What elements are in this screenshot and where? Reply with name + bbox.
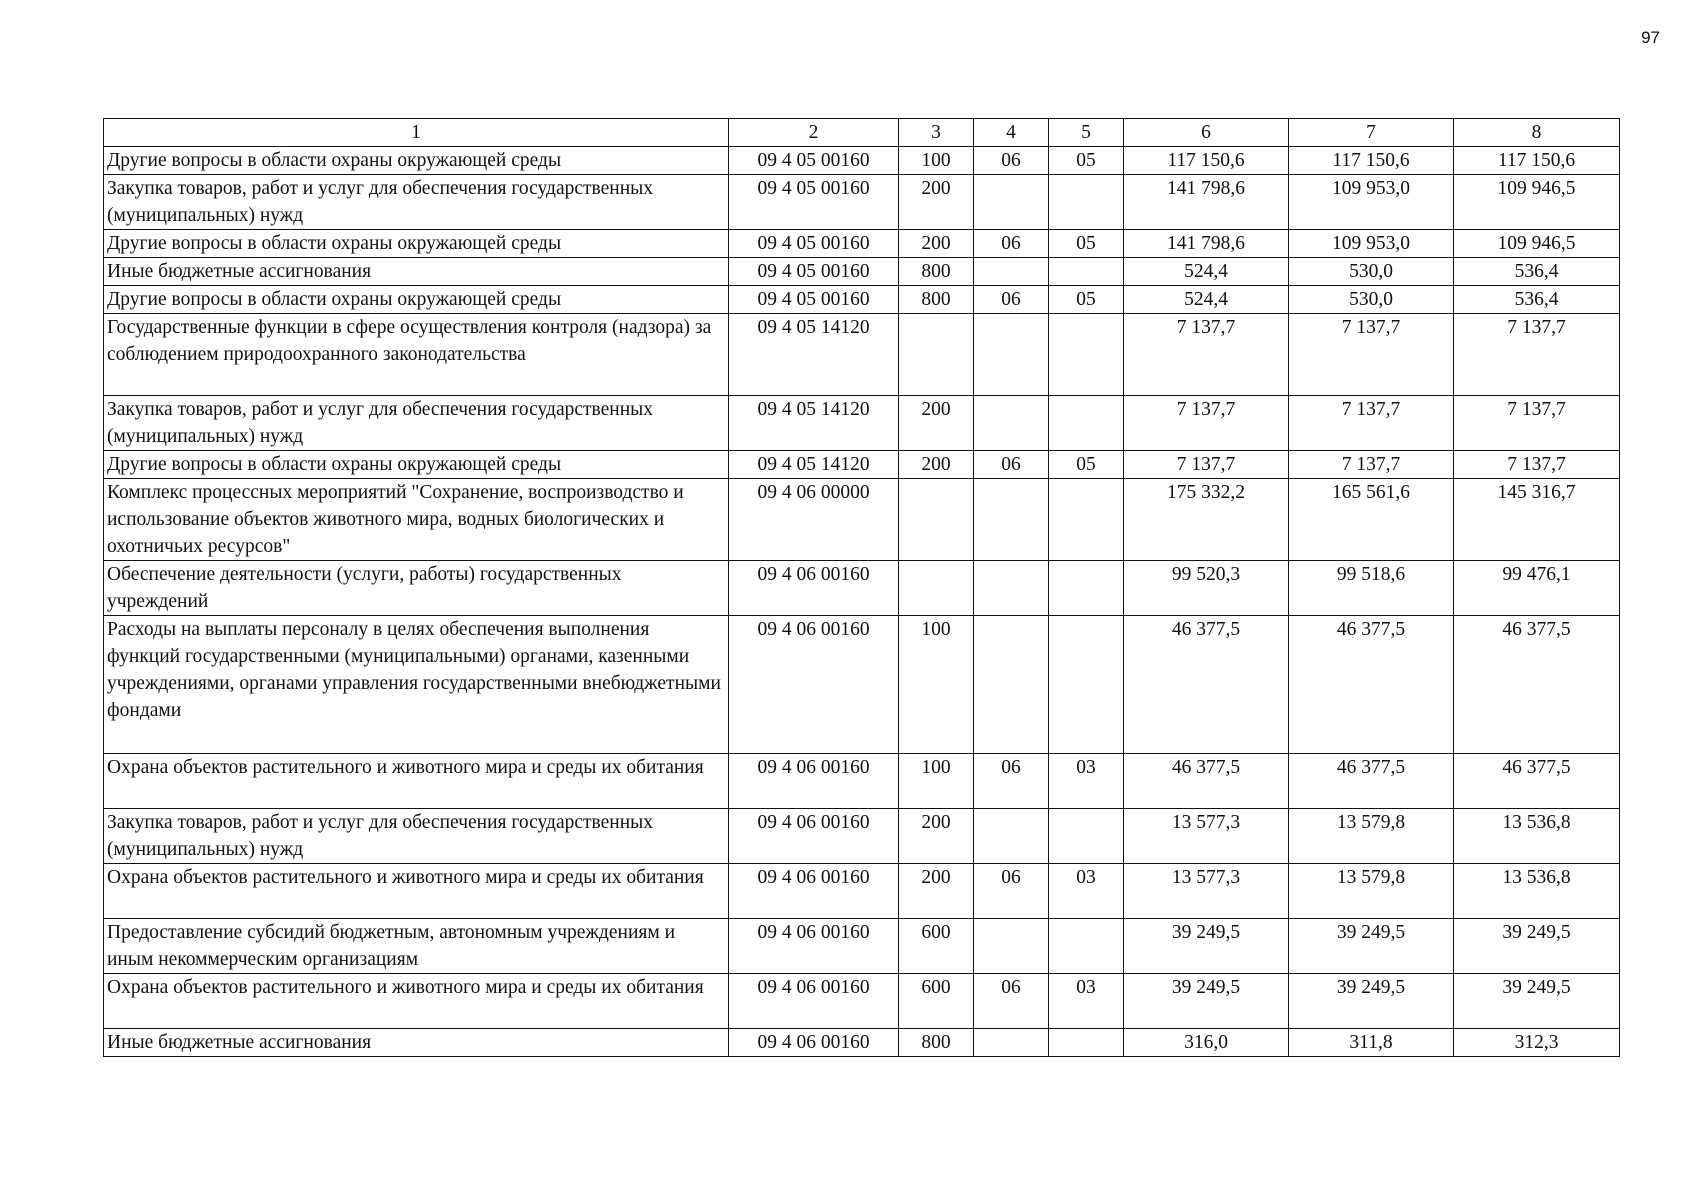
section <box>974 1029 1049 1057</box>
table-row <box>104 147 1620 175</box>
section: 06 <box>974 286 1049 314</box>
target-code: 09 4 05 00160 <box>729 258 899 286</box>
target-code: 09 4 05 14120 <box>729 314 899 396</box>
table-body <box>104 147 1620 1057</box>
expense-type: 600 <box>899 919 974 974</box>
amount-col8: 312,3 <box>1454 1029 1620 1057</box>
amount-col7: 530,0 <box>1289 258 1454 286</box>
row-name: Охрана объектов растительного и животного мира и среды их обитания <box>104 864 729 919</box>
amount-col7: 109 953,0 <box>1289 230 1454 258</box>
subsection: 03 <box>1049 754 1124 809</box>
target-code: 09 4 06 00160 <box>729 809 899 864</box>
column-header: 1 <box>104 119 729 147</box>
amount-col8: 7 137,7 <box>1454 396 1620 451</box>
amount-col7: 39 249,5 <box>1289 974 1454 1029</box>
row-name: Расходы на выплаты персоналу в целях обеспечения выполнения функций государственными (муниципальными) органами, казенными учреждениями, органами управления государственными внебюджетными фондами <box>104 616 729 754</box>
amount-col6: 7 137,7 <box>1124 314 1289 396</box>
amount-col7: 7 137,7 <box>1289 451 1454 479</box>
table-row <box>104 175 1620 230</box>
column-header: 2 <box>729 119 899 147</box>
amount-col8: 39 249,5 <box>1454 919 1620 974</box>
target-code: 09 4 06 00160 <box>729 754 899 809</box>
subsection <box>1049 175 1124 230</box>
amount-col8: 109 946,5 <box>1454 175 1620 230</box>
amount-col8: 46 377,5 <box>1454 616 1620 754</box>
expense-type: 800 <box>899 258 974 286</box>
amount-col8: 39 249,5 <box>1454 974 1620 1029</box>
subsection: 03 <box>1049 974 1124 1029</box>
subsection: 03 <box>1049 864 1124 919</box>
subsection <box>1049 809 1124 864</box>
table-row <box>104 258 1620 286</box>
expense-type <box>899 479 974 561</box>
section: 06 <box>974 230 1049 258</box>
amount-col6: 39 249,5 <box>1124 974 1289 1029</box>
subsection <box>1049 479 1124 561</box>
row-name: Обеспечение деятельности (услуги, работы) государственных учреждений <box>104 561 729 616</box>
row-name: Предоставление субсидий бюджетным, автономным учреждениям и иным некоммерческим организациям <box>104 919 729 974</box>
target-code: 09 4 06 00000 <box>729 479 899 561</box>
amount-col7: 7 137,7 <box>1289 396 1454 451</box>
table-row <box>104 864 1620 919</box>
amount-col6: 524,4 <box>1124 286 1289 314</box>
expense-type: 200 <box>899 451 974 479</box>
expense-type: 100 <box>899 754 974 809</box>
amount-col6: 99 520,3 <box>1124 561 1289 616</box>
table-row <box>104 616 1620 754</box>
amount-col7: 7 137,7 <box>1289 314 1454 396</box>
expense-type: 200 <box>899 864 974 919</box>
expense-type: 100 <box>899 147 974 175</box>
section: 06 <box>974 974 1049 1029</box>
subsection: 05 <box>1049 451 1124 479</box>
amount-col7: 46 377,5 <box>1289 754 1454 809</box>
target-code: 09 4 06 00160 <box>729 561 899 616</box>
column-header: 7 <box>1289 119 1454 147</box>
amount-col6: 316,0 <box>1124 1029 1289 1057</box>
amount-col7: 109 953,0 <box>1289 175 1454 230</box>
expense-type <box>899 561 974 616</box>
amount-col7: 311,8 <box>1289 1029 1454 1057</box>
amount-col8: 7 137,7 <box>1454 314 1620 396</box>
table-row <box>104 974 1620 1029</box>
amount-col8: 109 946,5 <box>1454 230 1620 258</box>
table-row <box>104 1029 1620 1057</box>
amount-col6: 39 249,5 <box>1124 919 1289 974</box>
expense-type: 200 <box>899 396 974 451</box>
row-name: Другие вопросы в области охраны окружающей среды <box>104 147 729 175</box>
row-name: Иные бюджетные ассигнования <box>104 258 729 286</box>
table-row <box>104 314 1620 396</box>
target-code: 09 4 06 00160 <box>729 864 899 919</box>
expense-type <box>899 314 974 396</box>
amount-col6: 13 577,3 <box>1124 864 1289 919</box>
section <box>974 809 1049 864</box>
amount-col8: 117 150,6 <box>1454 147 1620 175</box>
target-code: 09 4 05 00160 <box>729 286 899 314</box>
subsection <box>1049 396 1124 451</box>
target-code: 09 4 05 14120 <box>729 396 899 451</box>
amount-col8: 99 476,1 <box>1454 561 1620 616</box>
row-name: Иные бюджетные ассигнования <box>104 1029 729 1057</box>
amount-col7: 165 561,6 <box>1289 479 1454 561</box>
row-name: Другие вопросы в области охраны окружающей среды <box>104 286 729 314</box>
amount-col6: 46 377,5 <box>1124 616 1289 754</box>
amount-col8: 13 536,8 <box>1454 809 1620 864</box>
subsection: 05 <box>1049 147 1124 175</box>
row-name: Комплекс процессных мероприятий "Сохранение, воспроизводство и использование объектов животного мира, водных биологических и охотничьих ресурсов" <box>104 479 729 561</box>
section: 06 <box>974 147 1049 175</box>
row-name: Охрана объектов растительного и животного мира и среды их обитания <box>104 974 729 1029</box>
column-header: 6 <box>1124 119 1289 147</box>
amount-col8: 13 536,8 <box>1454 864 1620 919</box>
section: 06 <box>974 864 1049 919</box>
target-code: 09 4 06 00160 <box>729 616 899 754</box>
section <box>974 314 1049 396</box>
table-row <box>104 230 1620 258</box>
page-number: 97 <box>1641 28 1660 47</box>
column-header: 4 <box>974 119 1049 147</box>
row-name: Закупка товаров, работ и услуг для обеспечения государственных (муниципальных) нужд <box>104 809 729 864</box>
amount-col7: 117 150,6 <box>1289 147 1454 175</box>
table-row <box>104 561 1620 616</box>
amount-col6: 141 798,6 <box>1124 230 1289 258</box>
amount-col6: 524,4 <box>1124 258 1289 286</box>
amount-col7: 13 579,8 <box>1289 864 1454 919</box>
target-code: 09 4 06 00160 <box>729 974 899 1029</box>
expense-type: 800 <box>899 1029 974 1057</box>
amount-col6: 141 798,6 <box>1124 175 1289 230</box>
subsection <box>1049 561 1124 616</box>
table-row <box>104 809 1620 864</box>
section <box>974 175 1049 230</box>
amount-col6: 117 150,6 <box>1124 147 1289 175</box>
row-name: Охрана объектов растительного и животного мира и среды их обитания <box>104 754 729 809</box>
column-number-header-row <box>104 119 1620 147</box>
section <box>974 616 1049 754</box>
amount-col8: 46 377,5 <box>1454 754 1620 809</box>
target-code: 09 4 06 00160 <box>729 919 899 974</box>
table-row <box>104 754 1620 809</box>
section <box>974 561 1049 616</box>
row-name: Закупка товаров, работ и услуг для обеспечения государственных (муниципальных) нужд <box>104 175 729 230</box>
amount-col7: 530,0 <box>1289 286 1454 314</box>
row-name: Закупка товаров, работ и услуг для обеспечения государственных (муниципальных) нужд <box>104 396 729 451</box>
row-name: Другие вопросы в области охраны окружающей среды <box>104 230 729 258</box>
subsection <box>1049 258 1124 286</box>
amount-col7: 46 377,5 <box>1289 616 1454 754</box>
target-code: 09 4 05 14120 <box>729 451 899 479</box>
target-code: 09 4 05 00160 <box>729 175 899 230</box>
subsection: 05 <box>1049 230 1124 258</box>
amount-col8: 7 137,7 <box>1454 451 1620 479</box>
subsection <box>1049 616 1124 754</box>
section: 06 <box>974 451 1049 479</box>
amount-col8: 536,4 <box>1454 258 1620 286</box>
expense-type: 200 <box>899 175 974 230</box>
subsection <box>1049 314 1124 396</box>
section <box>974 258 1049 286</box>
table-row <box>104 479 1620 561</box>
subsection <box>1049 919 1124 974</box>
subsection: 05 <box>1049 286 1124 314</box>
expense-type: 600 <box>899 974 974 1029</box>
expense-type: 200 <box>899 230 974 258</box>
amount-col8: 536,4 <box>1454 286 1620 314</box>
section <box>974 479 1049 561</box>
budget-table <box>103 118 1620 1057</box>
amount-col6: 46 377,5 <box>1124 754 1289 809</box>
table-row <box>104 286 1620 314</box>
amount-col6: 13 577,3 <box>1124 809 1289 864</box>
row-name: Другие вопросы в области охраны окружающей среды <box>104 451 729 479</box>
amount-col6: 7 137,7 <box>1124 451 1289 479</box>
amount-col6: 7 137,7 <box>1124 396 1289 451</box>
amount-col7: 99 518,6 <box>1289 561 1454 616</box>
target-code: 09 4 05 00160 <box>729 230 899 258</box>
section: 06 <box>974 754 1049 809</box>
expense-type: 100 <box>899 616 974 754</box>
target-code: 09 4 05 00160 <box>729 147 899 175</box>
expense-type: 800 <box>899 286 974 314</box>
table-row <box>104 451 1620 479</box>
amount-col8: 145 316,7 <box>1454 479 1620 561</box>
table-row <box>104 396 1620 451</box>
row-name: Государственные функции в сфере осуществления контроля (надзора) за соблюдением природоохранного законодательства <box>104 314 729 396</box>
section <box>974 919 1049 974</box>
column-header: 3 <box>899 119 974 147</box>
target-code: 09 4 06 00160 <box>729 1029 899 1057</box>
amount-col6: 175 332,2 <box>1124 479 1289 561</box>
amount-col7: 13 579,8 <box>1289 809 1454 864</box>
table-row <box>104 919 1620 974</box>
amount-col7: 39 249,5 <box>1289 919 1454 974</box>
expense-type: 200 <box>899 809 974 864</box>
column-header: 8 <box>1454 119 1620 147</box>
subsection <box>1049 1029 1124 1057</box>
section <box>974 396 1049 451</box>
column-header: 5 <box>1049 119 1124 147</box>
